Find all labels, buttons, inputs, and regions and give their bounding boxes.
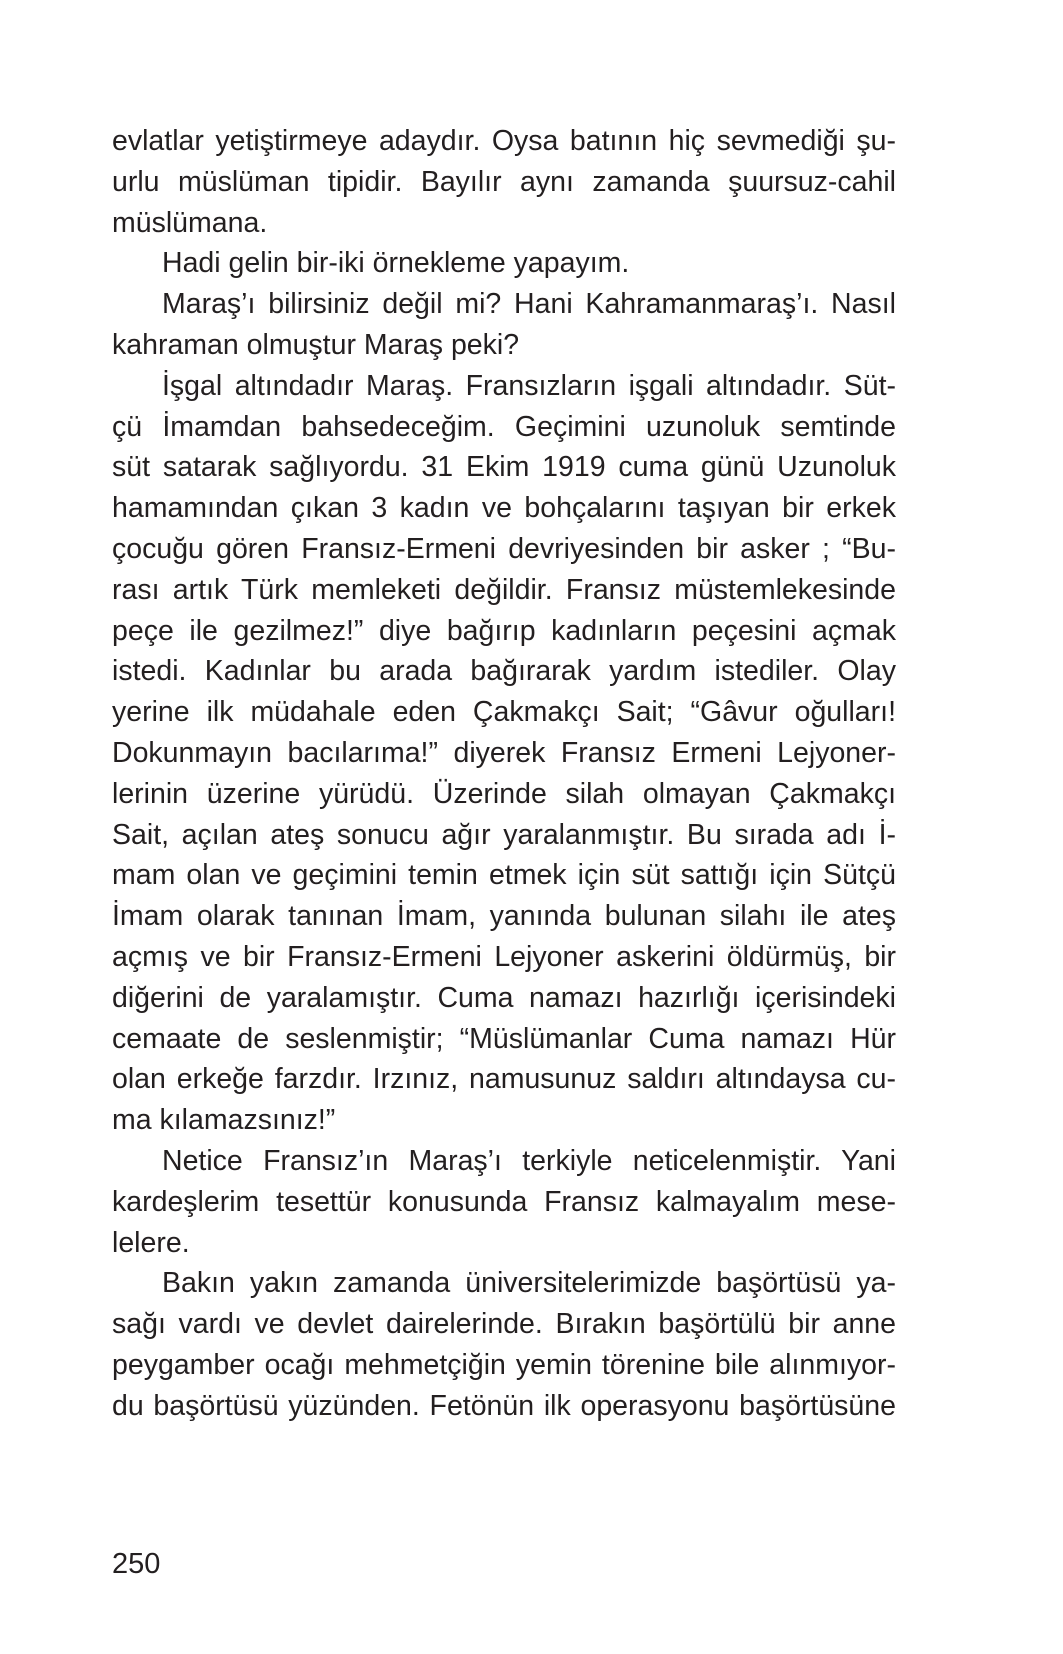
text-line: açmış ve bir Fransız-Ermeni Lejyoner askerini öldürmüş, bir bbox=[112, 940, 896, 973]
text-line: Dokunmayın bacılarıma!” diyerek Fransız Ermeni Lejyoner- bbox=[112, 736, 896, 769]
text-line: kahraman olmuştur Maraş peki? bbox=[112, 328, 520, 361]
text-line: yerine ilk müdahale eden Çakmakçı Sait; “Gâvur oğulları! bbox=[112, 696, 896, 729]
text-line: diğerini de yaralamıştır. Cuma namazı hazırlığı içerisindeki bbox=[112, 981, 896, 1014]
text-line: Hadi gelin bir-iki örnekleme yapayım. bbox=[162, 247, 630, 280]
paragraph bbox=[112, 1263, 896, 1426]
paragraph bbox=[112, 284, 896, 366]
text-line: rası artık Türk memleketi değildir. Fransız müstemlekesinde bbox=[112, 573, 896, 606]
text-line: Netice Fransız’ın Maraş’ı terkiyle neticelenmiştir. Yani bbox=[162, 1144, 896, 1177]
text-line: Maraş’ı bilirsiniz değil mi? Hani Kahramanmaraş’ı. Nasıl bbox=[162, 288, 896, 321]
text-line: mam olan ve geçimini temin etmek için süt sattığı için Sütçü bbox=[112, 859, 896, 892]
text-line: süt satarak sağlıyordu. 31 Ekim 1919 cuma günü Uzunoluk bbox=[112, 451, 896, 484]
text-line: Bakın yakın zamanda üniversitelerimizde başörtüsü ya- bbox=[162, 1267, 896, 1300]
text-line: çü İmamdan bahsedeceğim. Geçimini uzunoluk semtinde bbox=[112, 410, 896, 443]
text-line: urlu müslüman tipidir. Bayılır aynı zamanda şuursuz-cahil bbox=[112, 165, 896, 198]
text-line: istedi. Kadınlar bu arada bağırarak yardım istediler. Olay bbox=[112, 655, 896, 688]
paragraph bbox=[112, 1141, 896, 1263]
text-line: peygamber ocağı mehmetçiğin yemin törenine bile alınmıyor- bbox=[112, 1348, 896, 1381]
text-line: müslümana. bbox=[112, 206, 268, 239]
text-line: cemaate de seslenmiştir; “Müslümanlar Cuma namazı Hür bbox=[112, 1022, 896, 1055]
text-line: sağı vardı ve devlet dairelerinde. Bırakın başörtülü bir anne bbox=[112, 1308, 896, 1341]
paragraph bbox=[112, 366, 896, 1141]
text-line: çocuğu gören Fransız-Ermeni devriyesinden bir asker ; “Bu- bbox=[112, 532, 896, 565]
text-line: du başörtüsü yüzünden. Fetönün ilk operasyonu başörtüsüne bbox=[112, 1389, 896, 1422]
paragraph bbox=[112, 121, 896, 243]
text-line: peçe ile gezilmez!” diye bağırıp kadınların peçesini açmak bbox=[112, 614, 896, 647]
text-line: İmam olarak tanınan İmam, yanında bulunan silahı ile ateş bbox=[112, 900, 896, 933]
text-line: ma kılamazsınız!” bbox=[112, 1104, 336, 1137]
text-line: kardeşlerim tesettür konusunda Fransız kalmayalım mese- bbox=[112, 1185, 896, 1218]
page-body bbox=[112, 121, 896, 1427]
text-line: lerinin üzerine yürüdü. Üzerinde silah olmayan Çakmakçı bbox=[112, 777, 896, 810]
text-line: lelere. bbox=[112, 1226, 190, 1259]
text-line: İşgal altındadır Maraş. Fransızların işgali altındadır. Süt- bbox=[162, 369, 896, 402]
page-number: 250 bbox=[112, 1548, 161, 1580]
text-line: evlatlar yetiştirmeye adaydır. Oysa batının hiç sevmediği şu- bbox=[112, 125, 896, 157]
paragraph bbox=[112, 243, 896, 284]
text-line: hamamından çıkan 3 kadın ve bohçalarını taşıyan bir erkek bbox=[112, 492, 896, 525]
text-line: olan erkeğe farzdır. Irzınız, namusunuz saldırı altındaysa cu- bbox=[112, 1063, 896, 1096]
text-line: Sait, açılan ateş sonucu ağır yaralanmıştır. Bu sırada adı İ- bbox=[112, 818, 896, 851]
